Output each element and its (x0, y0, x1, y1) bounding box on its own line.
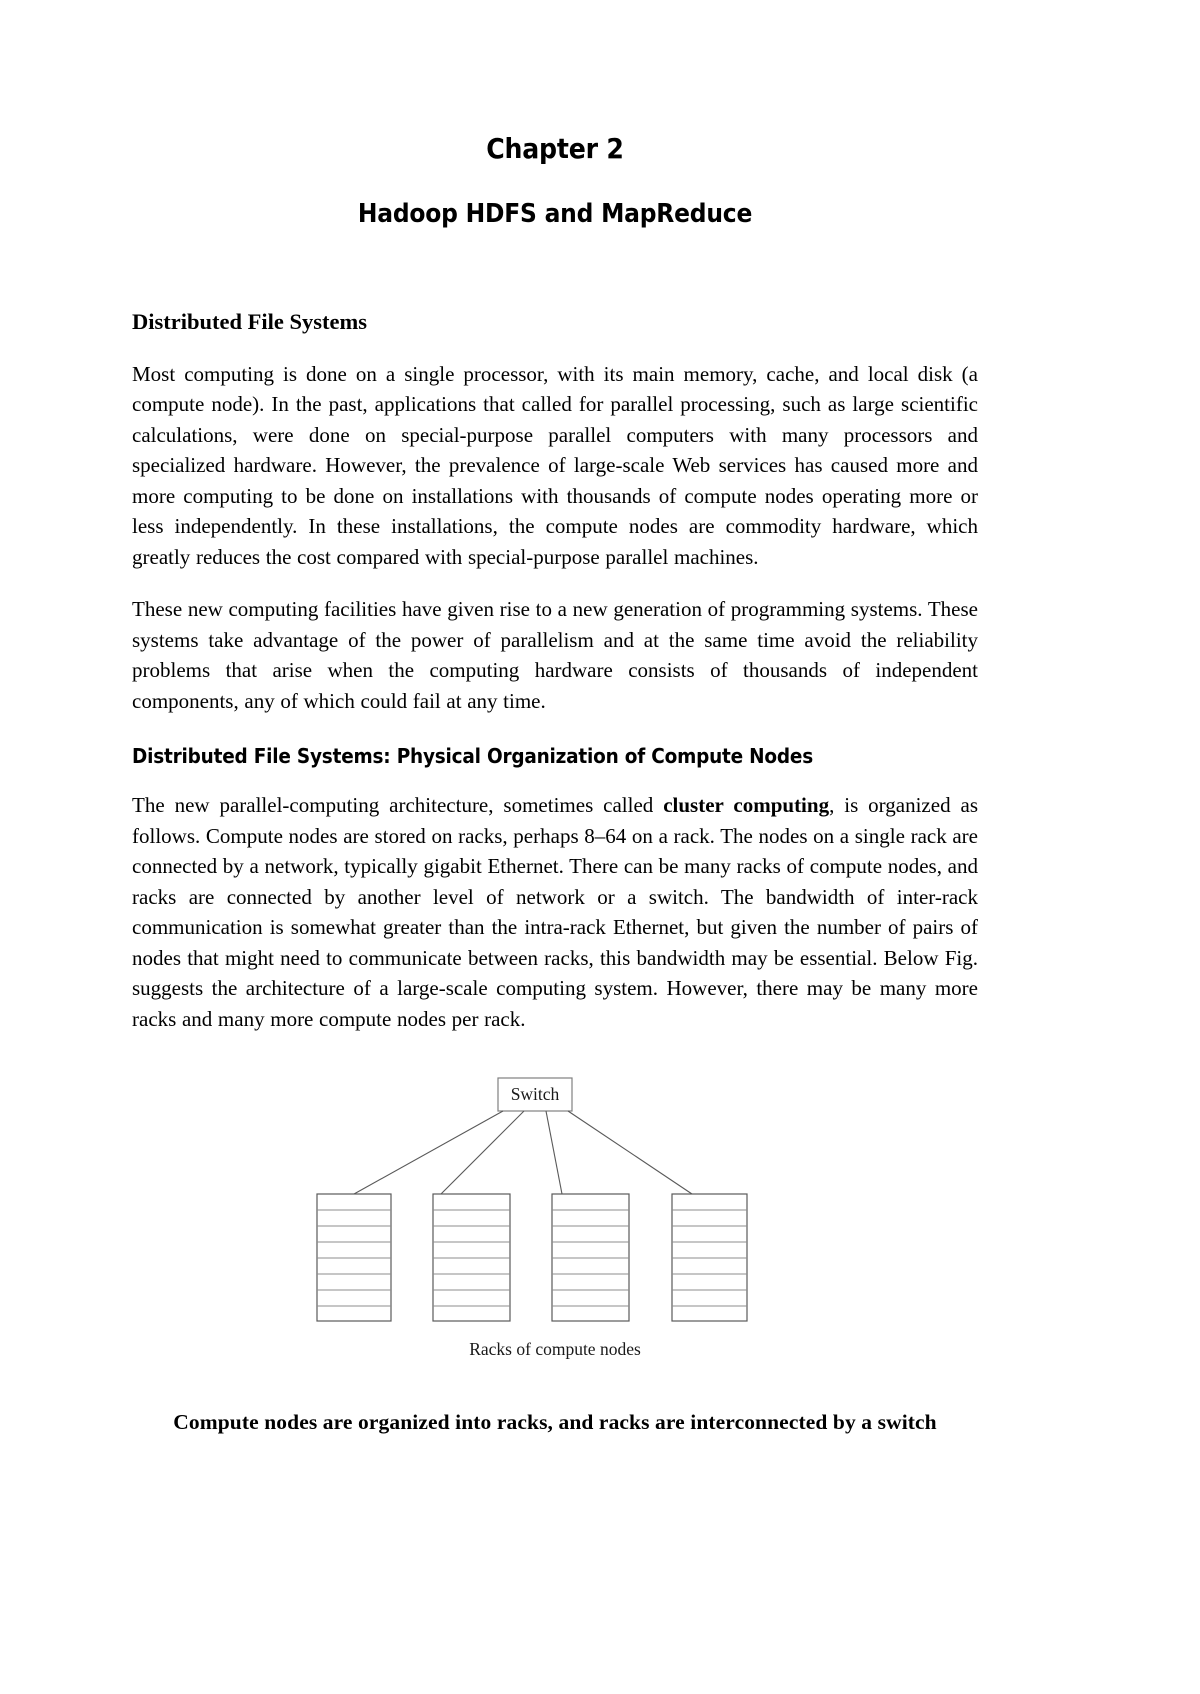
figure-cluster-architecture (132, 1064, 978, 1376)
switch-node (498, 1078, 572, 1111)
link-switch-rack-1 (354, 1111, 503, 1194)
figure-caption: Compute nodes are organized into racks, and racks are interconnected by a switch (173, 1410, 937, 1434)
link-switch-rack-2 (441, 1111, 524, 1194)
switch-to-rack-links (354, 1111, 692, 1194)
cluster-diagram-svg (132, 1064, 978, 1334)
section-heading-physical-organization: Distributed File Systems: Physical Organization of Compute Nodes (132, 744, 813, 768)
rack-1 (317, 1194, 391, 1321)
figure-label-racks: Racks of compute nodes (469, 1339, 641, 1359)
rack-3 (552, 1194, 629, 1321)
document-subtitle: Hadoop HDFS and MapReduce (357, 199, 753, 229)
paragraph-text-before-bold: The new parallel-computing architecture, sometimes called (132, 793, 664, 817)
emphasis-cluster-computing: cluster computing (663, 793, 830, 817)
rack-2 (433, 1194, 510, 1321)
rack-4 (672, 1194, 747, 1321)
switch-label: Switch (510, 1084, 560, 1104)
link-switch-rack-3 (546, 1111, 562, 1194)
paragraph-programming-systems: These new computing facilities have given rise to a new generation of programming systems. These systems take advantage of the power of parallelism and at the same time avoid the reliability problems that arise when the computing hardware consists of thousands of independent components, any of which could fail at any time. (132, 597, 978, 713)
section-heading-distributed-file-systems: Distributed File Systems (132, 309, 367, 334)
page-title: Chapter 2 (486, 132, 624, 165)
paragraph-compute-node: Most computing is done on a single processor, with its main memory, cache, and local disk (a compute node). In the past, applications that called for parallel processing, such as large scientific calculations, were done on special-purpose parallel computers with many processors and specialized hardware. However, the prevalence of large-scale Web services has caused more and more computing to be done on installations with thousands of compute nodes operating more or less independently. In these installations, the compute nodes are commodity hardware, which greatly reduces the cost compared with special-purpose parallel machines. (132, 361, 978, 569)
document-content (132, 0, 978, 1436)
paragraph-text-after-bold: , is organized as follows. Compute nodes are stored on racks, perhaps 8–64 on a rack. The nodes on a single rack are connected by a network, typically gigabit Ethernet. There can be many racks of compute nodes, and racks are connected by another level of network or a switch. The bandwidth of inter-rack communication is somewhat greater than the intra-rack Ethernet, but given the number of pairs of nodes that might need to communicate between racks, this bandwidth may be essential. Below Fig. suggests the architecture of a large-scale computing system. However, there may be many more racks and many more compute nodes per rack. (132, 793, 978, 1031)
paragraph-cluster-computing (132, 790, 978, 1034)
link-switch-rack-4 (568, 1111, 692, 1194)
